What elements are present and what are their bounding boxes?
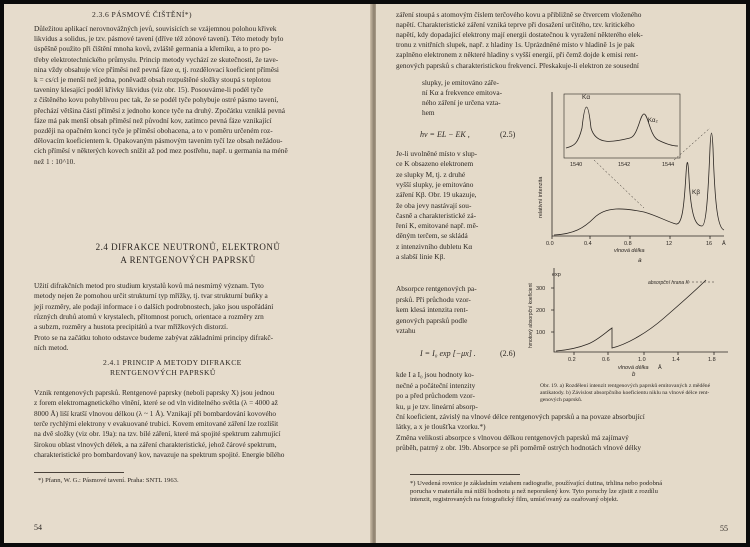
tick-x: 12 <box>666 241 673 247</box>
text-line: ní Kα a frekvence emitova- <box>422 88 502 98</box>
tick-x: 1.8 <box>708 357 716 363</box>
equation-2-5: hν = EL − EK , <box>420 130 470 139</box>
tick-x: 0.2 <box>568 357 576 363</box>
peak-label-kb: Kβ <box>692 189 701 196</box>
text-line: prsků. Při průchodu vzor- <box>396 294 471 304</box>
text-line: časně a charakteristické zá- <box>396 210 477 220</box>
text-line: na dvě složky (viz obr. 19a): na tzv. bílé záření, které má spojité spektrum zahrnující <box>34 429 281 439</box>
text-line: třeby elektrotechnického průmyslu. Princip metody vychází ze skutečnosti, že tave- <box>34 54 279 64</box>
text-line: Absorpce rentgenových pa- <box>396 284 477 293</box>
text-line: než 1 : 10^10. <box>34 156 76 166</box>
footnote: *) Pfann, W. G.: Pásmové tavení. Praha: SNTL 1963. <box>38 477 179 484</box>
text-line: hem <box>422 108 435 118</box>
text-line: že oba jevy nastávají sou- <box>396 200 472 210</box>
text-line: a subzrn, rozměry a hustota precipitátů a tvar mřížkových distorzí. <box>34 322 228 332</box>
inset-tick: 1542 <box>618 162 631 168</box>
text-line: terče rychlými elektrony v evakuované trubici. Kovem emitované záření lze rozlišit <box>34 418 279 428</box>
equation-2-5-number: (2.5) <box>500 130 516 139</box>
text-line: ření K, emitované např. mě- <box>396 221 479 231</box>
text-line: ních metod. <box>34 342 69 352</box>
figure-19b <box>528 266 740 378</box>
page-number: 55 <box>720 524 728 533</box>
tick-x: 1.4 <box>672 357 680 363</box>
exp-label: exp <box>552 272 561 278</box>
text-line: fáze má pak menší obsah příměsí než původní kov, zatímco pevná fáze vznikající <box>34 115 272 125</box>
page-number: 54 <box>34 523 42 532</box>
figure-19a <box>534 88 740 264</box>
text-line: přechází většina částí příměsí z jednoho konce tyče na druhý. Zpočátku vzniklá pevná <box>34 105 286 115</box>
text-line: kem klesá intenzita rent- <box>396 305 468 315</box>
text-line: úspěšně použito při čištění mnoha kovů, zvláště germania a křemíku, a to pro po- <box>34 44 272 54</box>
axis-label-y: hmotový absorpční koeficient <box>528 283 534 348</box>
text-line: zaplněno elektronem z některé hladiny s vyšší energií, při čemž dojde k emisi rent- <box>396 50 639 60</box>
axis-b <box>554 268 728 352</box>
subsection-heading-line1: 2.4.1 PRINCIP A METODY DIFRAKCE <box>103 358 242 367</box>
text-line: ce K obsazeno elektronem <box>396 159 474 169</box>
text-line: nina vždy obsahuje více příměsi než pevná fáze α, tj. rozdělovací koeficient příměsi <box>34 64 279 74</box>
text-line: Proto se na začátku tohoto odstavce budeme zabývat základními principy difrakč- <box>34 332 274 342</box>
tick-y: 300 <box>536 286 546 292</box>
tick-y: 100 <box>536 330 546 336</box>
text-line: genových paprsků s charakteristickou frekvencí. Přeskakuje-li elektron ze sousední <box>396 60 639 70</box>
text-line: 8000 Å) liší kratší vlnovou délkou (λ ~ 1 Å). Vznikají při bombardování kovového <box>34 408 277 418</box>
running-header: 2.3.6 PÁSMOVÉ ČIŠTĚNÍ*) <box>92 10 192 19</box>
text-line: vztahu <box>396 326 416 336</box>
tick-x: 16 <box>706 241 713 247</box>
text-line: porucha v materiálu má nižší hodnotu μ než neporušený kov. Tyto poruchy lze zjistit z rozdílu <box>410 488 658 496</box>
text-line: Změna velikosti absorpce s vlnovou délkou rentgenových paprsků má zajímavý <box>396 432 629 442</box>
panel-label-b: b <box>632 372 636 378</box>
equation-2-6: I = I₀ exp [−μx] . <box>420 349 476 358</box>
unit-x: Å <box>722 241 726 247</box>
text-line: látky, a x je tloušťka vzorku.*) <box>396 422 486 432</box>
axis-label-y: relativní intenzita <box>538 176 544 218</box>
text-line: k = cs/cl je menší než jedna, poněvadž obsah rozpuštěné složky stoupá s teplotou <box>34 75 271 84</box>
text-line: později na opačném konci tyče je příměsí obohacena, a to v poměru určeném roz- <box>34 126 273 135</box>
panel-label-a: a <box>638 257 642 264</box>
inset-tick: 1544 <box>662 162 675 168</box>
text-line: genových paprsků. <box>540 397 583 404</box>
text-line: ku, μ je tzv. lineární absorp- <box>396 401 478 411</box>
tick-y: 200 <box>536 308 546 314</box>
text-line: různých druhů atomů v krystalech, přítomnost poruch, orientace a rozměry zrn <box>34 311 264 321</box>
text-line: cích příměsí v některých kovech snížit až pod mez postřehu, např. u germania na méně <box>34 146 288 156</box>
tick-x: 0.0 <box>546 241 554 247</box>
text-line: a slabší linie Kβ. <box>396 252 446 261</box>
text-line: genových paprsků podle <box>396 315 468 325</box>
text-line: likvidus a solidus, je tzv. pásmové tavení (dříve též zónové tavení). Této metody bylo <box>34 34 284 44</box>
tick-x: 0.6 <box>602 357 610 363</box>
text-line: tronu z vnitřních slupek, např. z hladiny 1s. Uprázdněné místo v hladině 1s je pak <box>396 40 635 50</box>
text-line: záření stoupá s atomovým číslem terčového kovu a přibližně se čtvercem vloženého <box>396 10 642 19</box>
text-line: po a před průchodem vzor- <box>396 391 475 401</box>
peak-label-ka1: Kα <box>582 94 591 101</box>
tick-x: 1.0 <box>638 357 646 363</box>
text-line: antikatody. b) Závislost absorpčního koeficientu niklu na vlnové délce rent- <box>540 390 710 397</box>
text-line: napětí. Charakteristické záření vzniká teprve při dosažení určitého, tzv. kritického <box>396 20 635 30</box>
equation-2-6-number: (2.6) <box>500 349 516 358</box>
subsection-heading-line2: RENTGENOVÝCH PAPRSKŮ <box>110 368 216 377</box>
text-line: Důležitou aplikací nerovnovážných jevů, souvisících se vzájemnou polohou křivek <box>34 24 277 33</box>
text-line: napětí, kdy dopadající elektrony mají energii dostatečnou k vyražení některého elek- <box>396 30 643 40</box>
axis-label-x: vlnová délka <box>614 248 645 254</box>
tick-x: 0.8 <box>624 241 632 247</box>
left-page <box>4 4 372 543</box>
absorption-curve <box>556 280 706 351</box>
curve-label: absorpční hrana K <box>648 280 689 286</box>
text-line: z čištěného kovu pohyblivou pec tak, že se podél tyče pohybuje ostré pásmo tavení, <box>34 95 279 105</box>
text-line: intenzit, registrovaných na fotografický film, umísťovaný za ozařovaný objekt. <box>410 496 619 504</box>
text-line: nečné a počáteční intenzity <box>396 380 476 390</box>
text-line: Je-li uvolněné místo v slup- <box>396 149 478 158</box>
section-heading-line2: A RENTGENOVÝCH PAPRSKŮ <box>120 255 256 265</box>
text-line: ční koeficient, závislý na vlnové délce rentgenových paprsků a na povaze absorbující <box>396 412 645 421</box>
text-line: Užití difrakčních metod pro studium krystalů kovů má nesmírný význam. Tyto <box>34 281 264 290</box>
inset-curve <box>566 107 678 148</box>
text-line: ného záření je určena vzta- <box>422 98 501 108</box>
text-line: z forem elektromagnetického vlnění, které se od vln viditelného světla (λ = 4000 až <box>34 398 278 408</box>
text-line: charakteristické pro bombardovaný kov, navazuje na spektrum spojité. Energie bílého <box>34 449 285 459</box>
text-line: Vznik rentgenových paprsků. Rentgenové paprsky (neboli paprsky X) jsou jednou <box>34 388 275 397</box>
text-line: její rozměry, ale podají informace i o dalších podrobnostech, jako jsou uspořádání <box>34 301 274 311</box>
text-line: záření Kβ. Obr. 19 ukazuje, <box>396 190 477 200</box>
inset-box <box>564 94 680 158</box>
footnote-rule <box>410 474 520 475</box>
unit-x: Å <box>658 365 662 371</box>
text-line: vyšší slupky, je emitováno <box>396 179 474 189</box>
text-line: metody nejen že pomohou určit strukturní typ mřížky, tj. tvar strukturní buňky a <box>34 291 268 301</box>
text-line: *) Uvedená rovnice je základním vztahem radiografie, používající dutina, trhlina nebo podobná <box>410 480 663 487</box>
peak-label-ka2: Kα₂ <box>648 118 658 124</box>
footnote-rule <box>34 472 124 473</box>
inset-tick: 1540 <box>570 162 583 168</box>
text-line: taveniny klesající podél křivky likvidus (viz obr. 15). Posouváme-li podél tyče <box>34 85 263 95</box>
tick-x: 0.4 <box>584 241 592 247</box>
text-line: ze slupky M, tj. z druhé <box>396 169 466 179</box>
axis-label-x: vlnová délka <box>618 365 649 371</box>
text-line: z intenzivního dubletu Kα <box>396 241 473 251</box>
text-line: širokou oblast vlnových délek, a na záření charakteristické, jehož čárové spektrum, <box>34 439 277 449</box>
text-line: dělovacím koeficientem k. Opakovaným pásmovým tavením tyčí lze obsah nežádou- <box>34 136 283 146</box>
text-line: kde I a I₀ jsou hodnoty ko- <box>396 370 474 379</box>
right-page <box>376 4 746 543</box>
text-line: děným terčem, se skládá <box>396 231 468 241</box>
text-line: průběh, patrný z obr. 19b. Absorpce se při poměrně ostrých hodnotách vlnové délky <box>396 442 641 452</box>
spectrum-curve <box>554 133 724 235</box>
text-line: Obr. 19. a) Rozdělení intenzit rentgenových paprsků emitovaných z měděné <box>540 383 711 389</box>
section-heading-line1: 2.4 DIFRAKCE NEUTRONŮ, ELEKTRONŮ <box>95 242 281 252</box>
text-line: slupky, je emitováno záře- <box>422 78 499 87</box>
